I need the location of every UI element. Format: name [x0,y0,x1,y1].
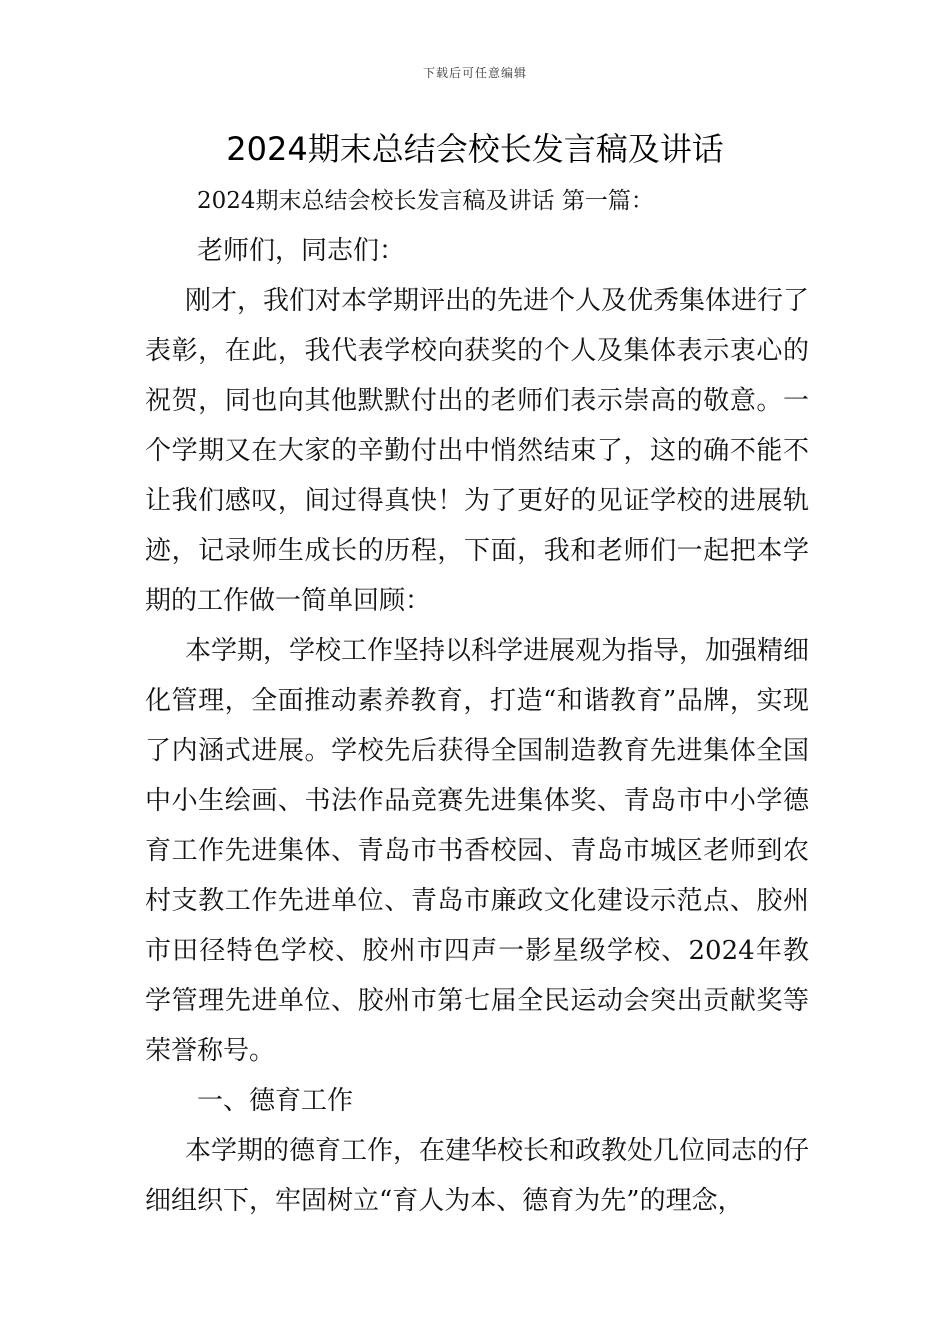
section-heading: 一、德育工作 [197,1086,354,1116]
document-title: 2024期末总结会校长发言稿及讲话 [226,130,724,168]
salutation: 老师们，同志们： [197,236,406,266]
document-body [145,176,809,1226]
paragraph-3: 本学期的德育工作，在建华校长和政教处几位同志的仔细组织下，牢固树立“育人为本、德育为先”的理念， [145,1136,810,1216]
paragraph-1: 刚才，我们对本学期评出的先进个人及优秀集体进行了表彰，在此，我代表学校向获奖的个人及集体表示衷心的祝贺，同也向其他默默付出的老师们表示崇高的敬意。一个学期又在大家的辛勤付出中悄然结束了，这的确不能不让我们感叹，间过得真快！为了更好的见证学校的进展轨迹，记录师生成长的历程，下面，我和老师们一起把本学期的工作做一简单回顾： [145,286,810,616]
document-subtitle: 2024期末总结会校长发言稿及讲话 第一篇： [197,188,654,214]
header-note: 下载后可任意编辑 [422,66,527,80]
paragraph-2: 本学期，学校工作坚持以科学进展观为指导，加强精细化管理，全面推动素养教育，打造“和谐教育”品牌，实现了内涵式进展。学校先后获得全国制造教育先进集体全国中小生绘画、书法作品竞赛先进集体奖、青岛市中小学德育工作先进集体、青岛市书香校园、青岛市城区老师到农村支教工作先进单位、青岛市廉政文化建设示范点、胶州市田径特色学校、胶州市四声一影星级学校、2024年教学管理先进单位、胶州市第七届全民运动会突出贡献奖等荣誉称号。 [145,636,810,1066]
